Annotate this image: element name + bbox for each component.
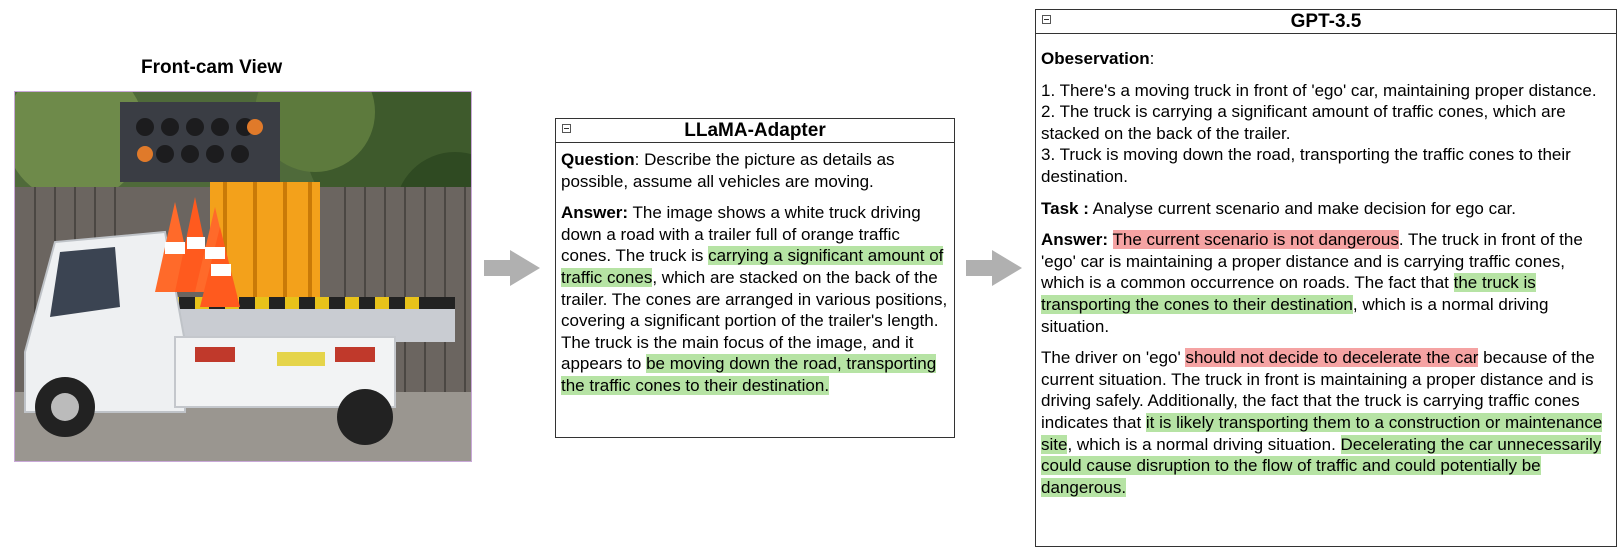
- question-text: : Describe the picture as details as possible, assume all vehicles are moving.: [561, 150, 895, 191]
- answer-red-highlight: should not decide to decelerate the car: [1185, 348, 1479, 368]
- llama-adapter-body: [556, 143, 954, 397]
- observation-item: 1. There's a moving truck in front of 'ego' car, maintaining proper distance.: [1041, 80, 1597, 100]
- gpt-title: GPT-3.5: [1290, 11, 1362, 32]
- llama-question: [561, 149, 949, 192]
- answer-highlight: the truck is transporting the cones to their destination: [1041, 273, 1536, 314]
- answer-highlight: be moving down the road, transporting the traffic cones to their destination.: [561, 354, 937, 395]
- answer-text: The driver on 'ego': [1041, 348, 1186, 368]
- llama-answer: [561, 202, 949, 396]
- answer-text: , which is a normal driving situation.: [1067, 434, 1341, 454]
- gpt-task: [1041, 198, 1611, 220]
- gpt-panel: [1035, 9, 1617, 547]
- llama-adapter-title: LLaMA-Adapter: [684, 120, 826, 141]
- observation-item: 3. Truck is moving down the road, transporting the traffic cones to their destination.: [1041, 145, 1571, 186]
- answer-text: , which is a normal driving situation.: [1041, 294, 1549, 336]
- answer-text: . The truck in front of the 'ego' car is maintaining a proper distance and is carrying traffic cones, which is a common occurrence on roads. The fact that: [1041, 230, 1583, 293]
- gpt-header: [1036, 10, 1616, 34]
- answer-label: Answer:: [561, 203, 629, 223]
- task-text: Analyse current scenario and make decision for ego car.: [1088, 198, 1516, 218]
- llama-adapter-panel: [555, 118, 955, 438]
- answer-highlight: it is likely transporting them to a construction or maintenance site: [1041, 412, 1603, 454]
- observation-label: Obeservation: [1041, 49, 1150, 68]
- front-cam-image: [14, 91, 472, 462]
- gpt-answer: [1041, 229, 1611, 337]
- answer-highlight: carrying a significant amount of traffic cones: [561, 246, 944, 287]
- gpt-observation-heading: [1041, 48, 1611, 70]
- front-cam-title: Front-cam View: [141, 57, 283, 78]
- llama-adapter-header: [556, 119, 954, 143]
- answer-text: , which are stacked on the back of the trailer. The cones are arranged in various positions, covering a significant portion of the trailer's length. The truck is the main focus of the image, and it appears to: [561, 267, 948, 374]
- observation-item: 2. The truck is carrying a significant amount of traffic cones, which are stacked on the back of the trailer.: [1041, 102, 1566, 143]
- observation-colon: :: [1149, 49, 1155, 68]
- answer-highlight: Decelerating the car unnecessarily could cause disruption to the flow of traffic and could potentially be dangerous.: [1041, 434, 1602, 497]
- collapse-icon[interactable]: [562, 124, 571, 133]
- question-label: Question: [561, 150, 635, 169]
- gpt-answer-2: [1041, 347, 1611, 498]
- gpt-body: [1036, 34, 1616, 498]
- collapse-icon[interactable]: [1042, 15, 1051, 24]
- gpt-observations: [1041, 80, 1611, 188]
- answer-red-highlight: The current scenario is not dangerous: [1112, 230, 1399, 250]
- answer-text: because of the current situation. The truck in front is maintaining a proper distance and is driving safely. Additionally, the fact that the truck is carrying traffic cones indicates that: [1041, 348, 1595, 432]
- arrow-right-icon: [966, 250, 1022, 286]
- answer-label: Answer:: [1041, 230, 1109, 250]
- arrow-right-icon: [484, 250, 540, 286]
- task-label: Task :: [1041, 198, 1089, 218]
- answer-text: The image shows a white truck driving down a road with a trailer full of orange traffic cones. The truck is: [561, 203, 921, 266]
